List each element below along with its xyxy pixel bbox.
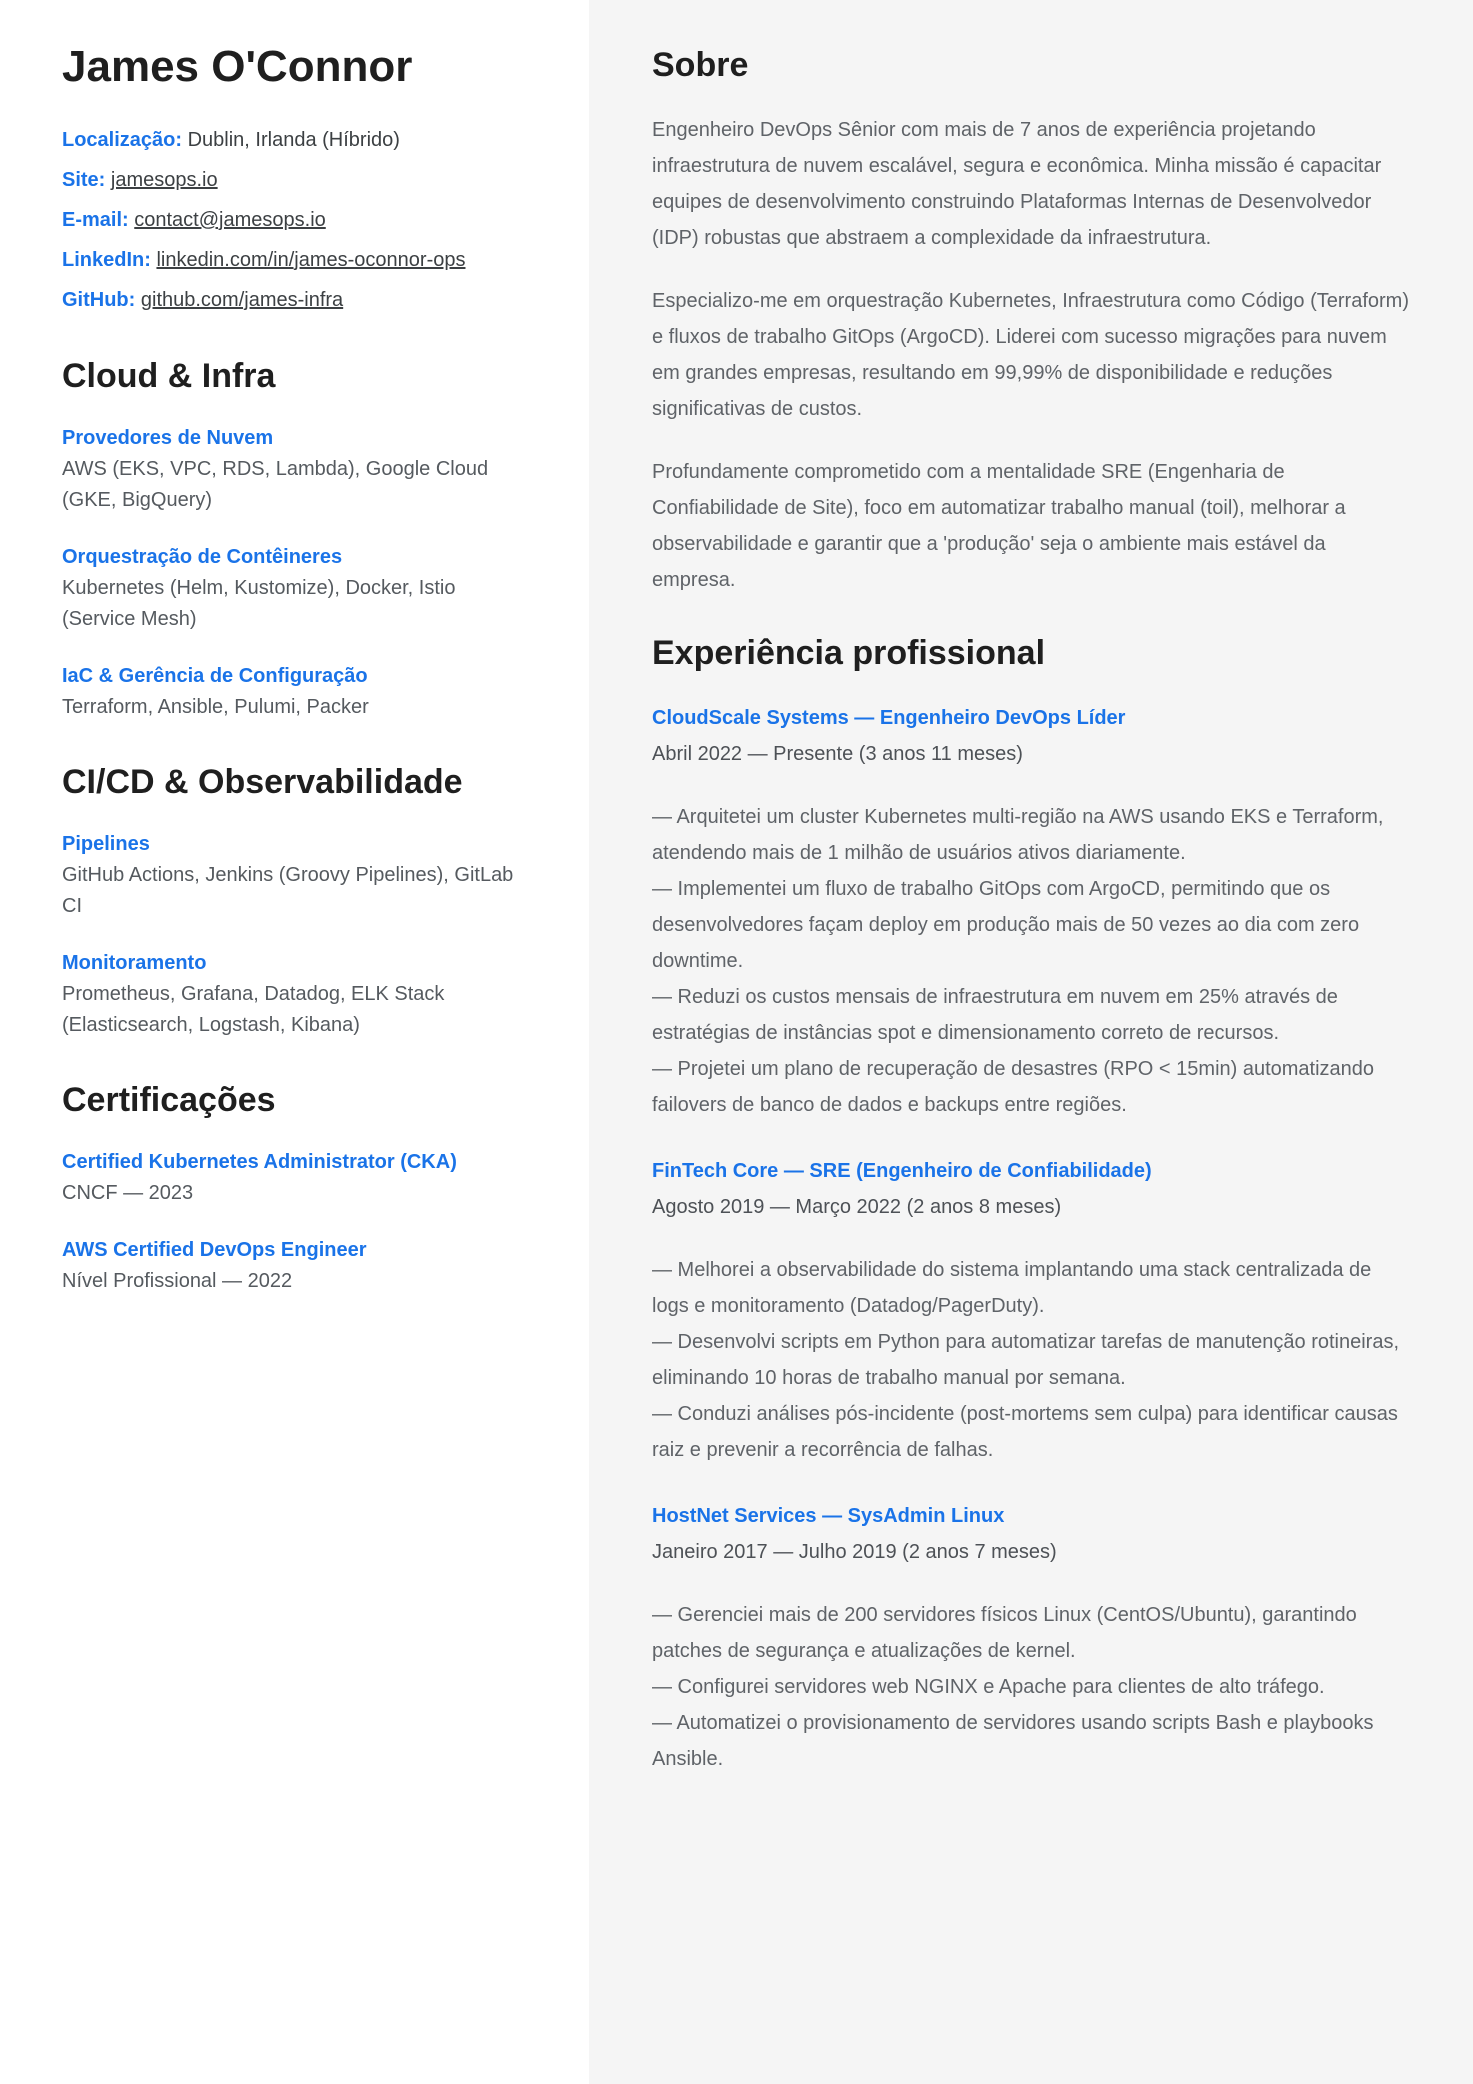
job-bullet: — Desenvolvi scripts em Python para automatizar tarefas de manutenção rotineiras, eliminando 10 horas de trabalho manual por semana. — [652, 1331, 1400, 1389]
skill-body: Prometheus, Grafana, Datadog, ELK Stack (Elasticsearch, Logstash, Kibana) — [62, 983, 445, 1036]
skill-heading: Pipelines — [62, 833, 150, 855]
job-title: CloudScale Systems — Engenheiro DevOps Líder — [652, 707, 1126, 729]
section-certifications — [62, 1081, 533, 1297]
certification-issuer-year: CNCF — 2023 — [62, 1182, 194, 1204]
skill-body: GitHub Actions, Jenkins (Groovy Pipelines), GitLab CI — [62, 864, 514, 917]
certification-item — [62, 1147, 533, 1209]
contact-row-linkedin — [62, 244, 533, 277]
skill-group — [62, 542, 533, 635]
linkedin-link[interactable]: linkedin.com/in/james-oconnor-ops — [156, 249, 466, 271]
section-experience — [652, 634, 1413, 1777]
job-hostnet — [652, 1498, 1413, 1777]
section-cloud-infra — [62, 357, 533, 723]
job-cloudscale — [652, 700, 1413, 1123]
certification-name: Certified Kubernetes Administrator (CKA) — [62, 1151, 457, 1173]
job-bullet: — Configurei servidores web NGINX e Apache para clientes de alto tráfego. — [652, 1676, 1325, 1698]
section-title-cloud-infra: Cloud & Infra — [62, 357, 276, 395]
skill-body: Terraform, Ansible, Pulumi, Packer — [62, 696, 369, 718]
section-title-certifications: Certificações — [62, 1081, 276, 1119]
section-title-about: Sobre — [652, 46, 749, 84]
job-bullet: — Gerenciei mais de 200 servidores físicos Linux (CentOS/Ubuntu), garantindo patches de segurança e atualizações de kernel. — [652, 1604, 1357, 1662]
job-period: Abril 2022 — Presente (3 anos 11 meses) — [652, 743, 1023, 765]
contact-label-linkedin: LinkedIn: — [62, 249, 151, 271]
github-link[interactable]: github.com/james-infra — [140, 289, 344, 311]
job-bullet: — Reduzi os custos mensais de infraestrutura em nuvem em 25% através de estratégias de instâncias spot e dimensionamento correto de recursos. — [652, 986, 1338, 1044]
skill-body: AWS (EKS, VPC, RDS, Lambda), Google Cloud (GKE, BigQuery) — [62, 458, 489, 511]
skill-heading: IaC & Gerência de Configuração — [62, 665, 368, 687]
skill-body: Kubernetes (Helm, Kustomize), Docker, Istio (Service Mesh) — [62, 577, 456, 630]
job-bullet-list — [652, 799, 1413, 1123]
job-title: HostNet Services — SysAdmin Linux — [652, 1505, 1005, 1527]
contact-label-location: Localização: — [62, 129, 183, 151]
contact-row-email — [62, 204, 533, 237]
section-about — [652, 46, 1413, 598]
skill-heading: Monitoramento — [62, 952, 207, 974]
job-fintech-core — [652, 1153, 1413, 1468]
contact-row-website — [62, 164, 533, 197]
job-bullet-list — [652, 1597, 1413, 1777]
website-link[interactable]: jamesops.io — [110, 169, 218, 191]
contact-label-website: Site: — [62, 169, 106, 191]
contact-list — [62, 124, 533, 317]
about-paragraph: Profundamente comprometido com a mentalidade SRE (Engenharia de Confiabilidade de Site), foco em automatizar trabalho manual (toil), melhorar a observabilidade e garantir que a 'produção' seja o ambiente mais estável da empresa. — [652, 461, 1346, 591]
about-paragraph: Engenheiro DevOps Sênior com mais de 7 anos de experiência projetando infraestrutura de nuvem escalável, segura e econômica. Minha missão é capacitar equipes de desenvolvimento construindo Plataformas Internas de Desenvolvedor (IDP) robustas que abstraem a complexidade da infraestrutura. — [652, 119, 1382, 249]
certification-item — [62, 1235, 533, 1297]
contact-label-github: GitHub: — [62, 289, 136, 311]
resume-sidebar — [0, 0, 589, 2084]
certification-issuer-year: Nível Profissional — 2022 — [62, 1270, 293, 1292]
skill-heading: Provedores de Nuvem — [62, 427, 274, 449]
contact-row-location — [62, 124, 533, 157]
skill-group — [62, 948, 533, 1041]
contact-value-location: Dublin, Irlanda (Híbrido) — [187, 129, 400, 151]
section-title-cicd-observability: CI/CD & Observabilidade — [62, 763, 463, 801]
section-cicd-observability — [62, 763, 533, 1041]
email-link[interactable]: contact@jamesops.io — [134, 209, 326, 231]
candidate-name: James O'Connor — [62, 42, 413, 91]
about-paragraph: Especializo-me em orquestração Kubernetes, Infraestrutura como Código (Terraform) e fluxos de trabalho GitOps (ArgoCD). Liderei com sucesso migrações para nuvem em grandes empresas, resultando em 99,99% de disponibilidade e reduções significativas de custos. — [652, 290, 1409, 420]
contact-row-github — [62, 284, 533, 317]
job-title: FinTech Core — SRE (Engenheiro de Confiabilidade) — [652, 1160, 1152, 1182]
certification-name: AWS Certified DevOps Engineer — [62, 1239, 367, 1261]
job-bullet-list — [652, 1252, 1413, 1468]
resume-main — [589, 0, 1473, 2084]
section-title-experience: Experiência profissional — [652, 634, 1046, 672]
contact-label-email: E-mail: — [62, 209, 129, 231]
skill-group — [62, 661, 533, 723]
skill-group — [62, 423, 533, 516]
job-period: Janeiro 2017 — Julho 2019 (2 anos 7 meses) — [652, 1541, 1057, 1563]
job-bullet: — Automatizei o provisionamento de servidores usando scripts Bash e playbooks Ansible. — [652, 1712, 1374, 1770]
job-bullet: — Melhorei a observabilidade do sistema implantando uma stack centralizada de logs e monitoramento (Datadog/PagerDuty). — [652, 1259, 1372, 1317]
job-bullet: — Arquitetei um cluster Kubernetes multi-região na AWS usando EKS e Terraform, atendendo mais de 1 milhão de usuários ativos diariamente. — [652, 806, 1384, 864]
job-period: Agosto 2019 — Março 2022 (2 anos 8 meses) — [652, 1196, 1062, 1218]
skill-group — [62, 829, 533, 922]
job-bullet: — Projetei um plano de recuperação de desastres (RPO < 15min) automatizando failovers de banco de dados e backups entre regiões. — [652, 1058, 1375, 1116]
job-bullet: — Conduzi análises pós-incidente (post-mortems sem culpa) para identificar causas raiz e prevenir a recorrência de falhas. — [652, 1403, 1398, 1461]
job-bullet: — Implementei um fluxo de trabalho GitOps com ArgoCD, permitindo que os desenvolvedores façam deploy em produção mais de 50 vezes ao dia com zero downtime. — [652, 878, 1360, 972]
skill-heading: Orquestração de Contêineres — [62, 546, 343, 568]
